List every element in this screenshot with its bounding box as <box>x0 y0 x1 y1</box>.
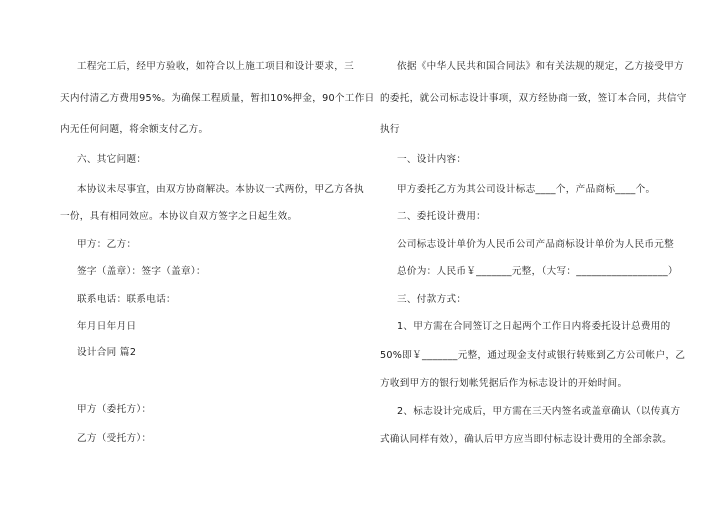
signature-party-line: 甲方：乙方： <box>77 239 137 250</box>
text-line: 内无任何问题，将余额支付乙方。 <box>60 124 209 135</box>
right-column <box>360 0 720 509</box>
contract-title: 设计合同 篇2 <box>77 347 137 358</box>
party-a-line: 甲方（委托方）： <box>77 404 152 415</box>
text-line: 本协议未尽事宜，由双方协商解决。本协议一式两份，甲乙方各执 <box>77 184 364 195</box>
text-line: 天内付清乙方费用95%。为确保工程质量，暂扣10%押金，90个工作日 <box>60 93 375 104</box>
section-heading: 三、付款方式： <box>397 294 467 305</box>
text-line: 甲方委托乙方为其公司设计标志____个，产品商标____个。 <box>397 184 656 195</box>
text-line: 工程完工后，经甲方验收，如符合以上施工项目和设计要求，三 <box>77 61 355 72</box>
text-line: 依据《中华人民共和国合同法》和有关法规的规定，乙方接受甲方 <box>397 61 684 72</box>
text-line: 总价为：人民币￥_______元整，（大写：__________________） <box>397 266 678 277</box>
text-line: 1、甲方需在合同签订之日起两个工作日内将委托设计总费用的 <box>397 321 671 332</box>
text-line: 式确认同样有效），确认后甲方应当即付标志设计费用的全部余款。 <box>380 434 673 445</box>
party-b-line: 乙方（受托方）： <box>77 433 152 444</box>
text-line: 50%即￥_______元整，通过现金支付或银行转账到乙方公司帐户，乙 <box>380 350 686 361</box>
phone-line: 联系电话：联系电话： <box>77 294 176 305</box>
text-line: 公司标志设计单价为人民币公司产品商标设计单价为人民币元整 <box>397 239 675 250</box>
signature-line: 签字（盖章）：签字（盖章）： <box>77 266 206 277</box>
date-line: 年月日年月日 <box>77 321 137 332</box>
text-line: 方收到甲方的银行划帐凭据后作为标志设计的开始时间。 <box>380 378 628 389</box>
text-line: 的委托，就公司标志设计事项，双方经协商一致，签订本合同，共信守 <box>380 93 687 104</box>
section-heading: 六、其它问题： <box>77 154 147 165</box>
text-line: 执行 <box>380 124 400 135</box>
text-line: 2、标志设计完成后，甲方需在三天内签名或盖章确认（以传真方 <box>397 406 681 417</box>
section-heading: 二、委托设计费用： <box>397 211 487 222</box>
text-line: 一份，具有相同效应。本协议自双方签字之日起生效。 <box>60 211 298 222</box>
section-heading: 一、设计内容： <box>397 154 467 165</box>
